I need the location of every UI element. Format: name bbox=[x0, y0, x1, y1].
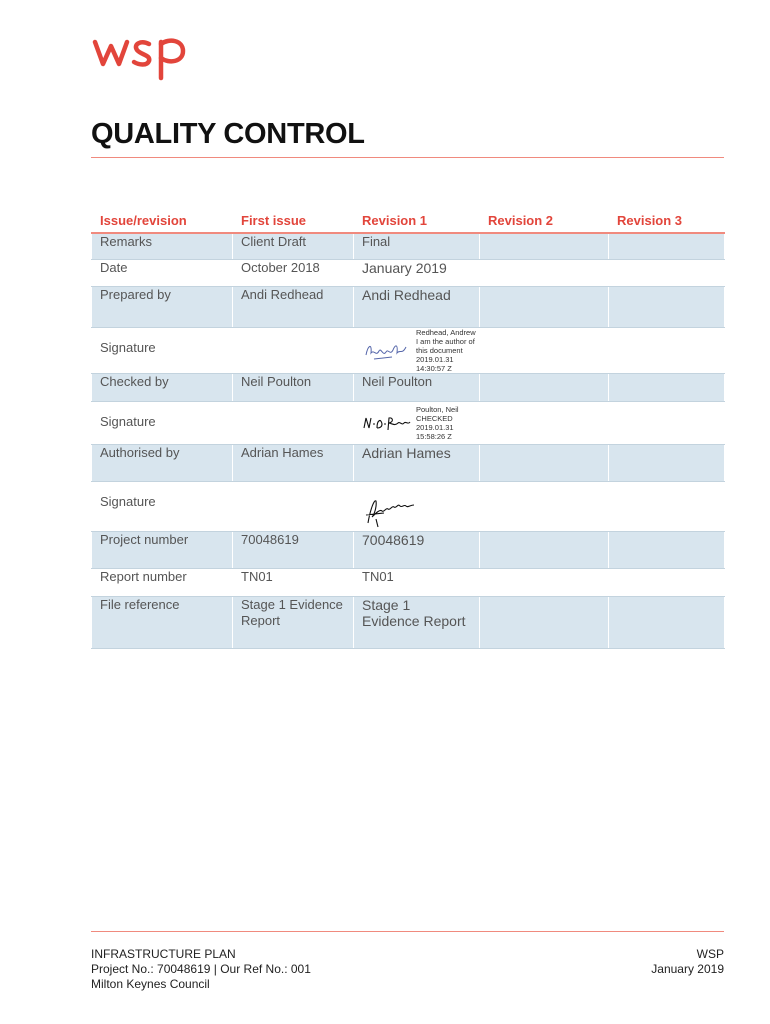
cell-first-issue: TN01 bbox=[233, 568, 354, 596]
cell-revision-2 bbox=[480, 568, 609, 596]
cell-revision-3 bbox=[609, 233, 725, 259]
cell-revision-2 bbox=[480, 233, 609, 259]
cell-revision-2 bbox=[480, 259, 609, 286]
table-row bbox=[92, 568, 725, 596]
signature-neil-poulton bbox=[362, 408, 412, 438]
footer-document-title: INFRASTRUCTURE PLAN bbox=[91, 947, 236, 961]
cell-revision-1: Stage 1 Evidence Report bbox=[354, 596, 480, 648]
header-revision-2: Revision 2 bbox=[480, 203, 609, 233]
cell-revision-2 bbox=[480, 596, 609, 648]
signature-reason: CHECKED bbox=[416, 413, 453, 423]
cell-revision-2 bbox=[480, 444, 609, 481]
cell-revision-1: Final bbox=[354, 233, 480, 259]
row-label: Remarks bbox=[92, 233, 233, 259]
row-label: Checked by bbox=[92, 373, 233, 401]
signature-adrian-hames bbox=[362, 489, 422, 529]
header-revision-3: Revision 3 bbox=[609, 203, 725, 233]
header-first-issue: First issue bbox=[233, 203, 354, 233]
signature-reason: I am the author of bbox=[416, 336, 475, 346]
page-title: QUALITY CONTROL bbox=[91, 118, 365, 150]
footer-date: January 2019 bbox=[651, 962, 724, 976]
signature-date: 2019.01.31 bbox=[416, 422, 454, 432]
wsp-logo bbox=[91, 34, 191, 82]
table-row bbox=[92, 444, 725, 481]
cell-revision-1: Adrian Hames bbox=[354, 444, 480, 481]
cell-first-issue: October 2018 bbox=[233, 259, 354, 286]
row-label: Authorised by bbox=[92, 444, 233, 481]
cell-revision-2 bbox=[480, 401, 609, 444]
table-row bbox=[92, 401, 725, 444]
cell-revision-3 bbox=[609, 481, 725, 531]
footer-right bbox=[651, 947, 724, 977]
row-label: Signature bbox=[92, 481, 233, 531]
row-label: Report number bbox=[92, 568, 233, 596]
cell-first-issue bbox=[233, 401, 354, 444]
table-row bbox=[92, 596, 725, 648]
cell-revision-3 bbox=[609, 286, 725, 327]
cell-revision-3 bbox=[609, 373, 725, 401]
table-row bbox=[92, 373, 725, 401]
cell-first-issue: Stage 1 Evidence Report bbox=[233, 596, 354, 648]
signature-date: 2019.01.31 bbox=[416, 354, 454, 364]
cell-revision-2 bbox=[480, 531, 609, 568]
signature-reason-2: this document bbox=[416, 345, 463, 355]
signature-name: Poulton, Neil bbox=[416, 404, 459, 414]
table-row bbox=[92, 481, 725, 531]
cell-first-issue: Adrian Hames bbox=[233, 444, 354, 481]
cell-revision-2 bbox=[480, 373, 609, 401]
cell-revision-1: Neil Poulton bbox=[354, 373, 480, 401]
table-row bbox=[92, 327, 725, 373]
row-label: File reference bbox=[92, 596, 233, 648]
cell-revision-3 bbox=[609, 444, 725, 481]
row-label: Date bbox=[92, 259, 233, 286]
cell-revision-2 bbox=[480, 327, 609, 373]
cell-revision-1 bbox=[354, 481, 480, 531]
cell-revision-3 bbox=[609, 401, 725, 444]
cell-revision-2 bbox=[480, 286, 609, 327]
signature-time: 15:58:26 Z bbox=[416, 431, 452, 441]
cell-first-issue: Neil Poulton bbox=[233, 373, 354, 401]
quality-control-table bbox=[91, 203, 725, 649]
footer-left bbox=[91, 947, 311, 992]
cell-revision-3 bbox=[609, 531, 725, 568]
cell-revision-1: January 2019 bbox=[354, 259, 480, 286]
cell-revision-1: TN01 bbox=[354, 568, 480, 596]
table-row bbox=[92, 233, 725, 259]
title-divider bbox=[91, 157, 724, 158]
row-label: Project number bbox=[92, 531, 233, 568]
signature-name: Redhead, Andrew bbox=[416, 327, 476, 337]
cell-revision-1 bbox=[354, 401, 480, 444]
cell-revision-1: 70048619 bbox=[354, 531, 480, 568]
cell-revision-3 bbox=[609, 327, 725, 373]
signature-andrew-redhead bbox=[362, 335, 412, 365]
header-issue-revision: Issue/revision bbox=[92, 203, 233, 233]
cell-first-issue bbox=[233, 481, 354, 531]
table-header-row bbox=[92, 203, 725, 233]
cell-first-issue: Client Draft bbox=[233, 233, 354, 259]
row-label: Signature bbox=[92, 327, 233, 373]
header-revision-1: Revision 1 bbox=[354, 203, 480, 233]
cell-revision-3 bbox=[609, 596, 725, 648]
row-label: Signature bbox=[92, 401, 233, 444]
table-row bbox=[92, 259, 725, 286]
row-label: Prepared by bbox=[92, 286, 233, 327]
footer-company: WSP bbox=[696, 947, 724, 961]
cell-revision-2 bbox=[480, 481, 609, 531]
cell-first-issue: 70048619 bbox=[233, 531, 354, 568]
footer-client: Milton Keynes Council bbox=[91, 977, 210, 991]
cell-revision-3 bbox=[609, 568, 725, 596]
cell-first-issue: Andi Redhead bbox=[233, 286, 354, 327]
cell-revision-1 bbox=[354, 327, 480, 373]
cell-revision-3 bbox=[609, 259, 725, 286]
footer-divider bbox=[91, 931, 724, 932]
cell-first-issue bbox=[233, 327, 354, 373]
cell-revision-1: Andi Redhead bbox=[354, 286, 480, 327]
table-row bbox=[92, 531, 725, 568]
signature-time: 14:30:57 Z bbox=[416, 363, 452, 373]
table-row bbox=[92, 286, 725, 327]
footer-project-ref: Project No.: 70048619 | Our Ref No.: 001 bbox=[91, 962, 311, 976]
